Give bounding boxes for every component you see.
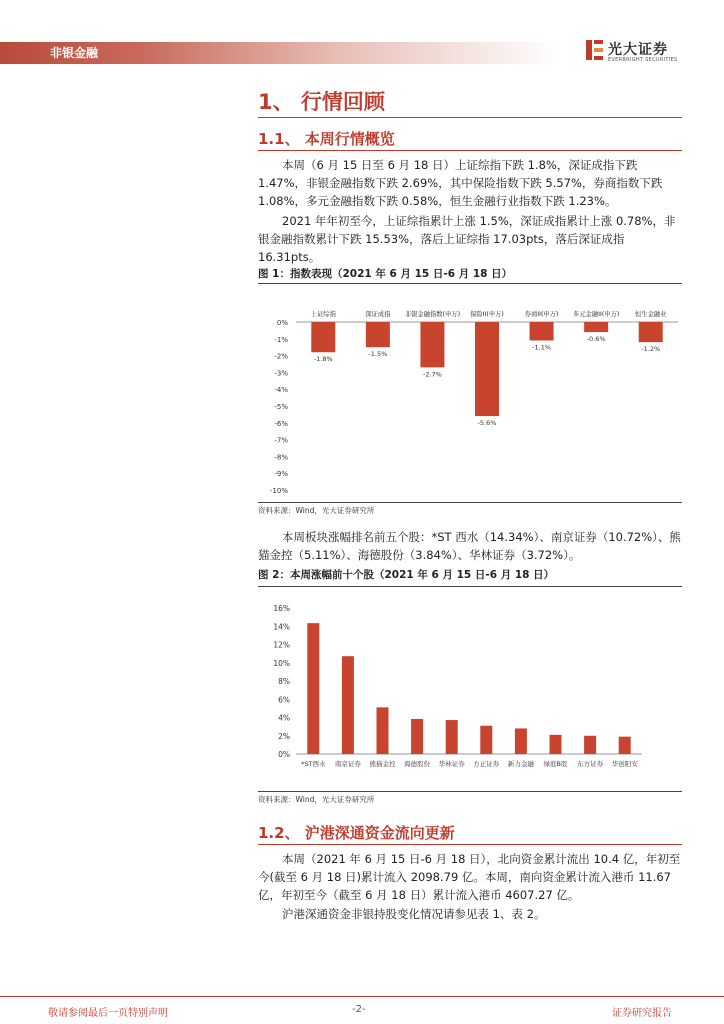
y-tick-label: -6%: [274, 419, 288, 428]
brand-logo: [586, 38, 696, 68]
y-tick-label: -4%: [274, 386, 288, 395]
y-tick-label: 12%: [273, 640, 290, 650]
data-label: -1.2%: [641, 345, 661, 354]
category-label: 保险II(申万): [470, 311, 504, 318]
category-label: 东方证券: [577, 760, 604, 768]
data-label: -1.8%: [313, 355, 333, 364]
bar: [619, 737, 631, 754]
category-label: 深证成指: [365, 311, 391, 318]
data-label: -5.6%: [477, 419, 497, 428]
bar: [515, 728, 527, 754]
y-tick-label: -1%: [274, 335, 288, 344]
data-label: -1.5%: [368, 350, 388, 359]
category-label: 华创阳安: [611, 760, 638, 768]
bar: [411, 719, 423, 754]
bar: [639, 322, 663, 342]
bar: [311, 322, 335, 352]
category-label: 非银金融指数(申万): [404, 311, 461, 318]
paragraph-top-stocks: 本周板块涨幅排名前五个股：*ST 西水（14.34%）、南京证券（10.72%）、熊猫金控（5.11%）、海德股份（3.84%）、华林证券（3.72%）。: [258, 530, 681, 562]
y-tick-label: -8%: [274, 453, 288, 462]
bar: [342, 656, 354, 754]
y-tick-label: 14%: [273, 622, 290, 632]
paragraph-holding-reference: 沪港深通资金非银持股变化情况请参见表 1、表 2。: [282, 907, 546, 921]
category-label: 绿庭B股: [543, 760, 568, 768]
category-label: 恒生金融业: [634, 311, 667, 318]
category-label: 南京证券: [334, 760, 361, 768]
figure-1-chart: [258, 290, 682, 500]
figure-1-top-rule: [258, 283, 682, 284]
y-tick-label: -3%: [274, 369, 288, 378]
figure-1-bottom-rule: [258, 502, 682, 503]
figure-2-top-rule: [258, 586, 682, 587]
section-heading: 1、 行情回顾: [258, 90, 385, 114]
bar: [480, 726, 492, 754]
y-tick-label: 6%: [278, 695, 290, 705]
y-tick-label: -9%: [274, 470, 288, 479]
category-label: 熊猫金控: [369, 760, 396, 768]
subsection-heading-2: 1.2、 沪港深通资金流向更新: [258, 824, 455, 842]
category-label: *ST西水: [301, 760, 326, 768]
footer-disclaimer: 敬请参阅最后一页特别声明: [48, 1008, 168, 1019]
bar: [420, 322, 444, 367]
category-label: 上证综指: [310, 311, 336, 318]
paragraph-ytd-summary: 2021 年年初至今，上证综指累计上涨 1.5%，深证成指累计上涨 0.78%，非银金融指数累计下跌 15.53%，落后上证综指 17.03pts，落后深证成指 16.31pts。: [258, 214, 676, 264]
category-label: 方正证券: [473, 760, 500, 768]
figure-2-source: 资料来源：Wind，光大证券研究所: [258, 795, 375, 804]
bar: [584, 736, 596, 754]
brand-logo-icon: [586, 38, 604, 62]
category-label: 多元金融II(申万): [572, 311, 620, 318]
section-label: 非银金融: [50, 46, 99, 60]
bar: [377, 707, 389, 754]
footer-report-type: 证券研究报告: [612, 1008, 672, 1019]
figure-2-bottom-rule: [258, 791, 682, 792]
paragraph-weekly-summary: 本周（6 月 15 日至 6 月 18 日）上证综指下跌 1.8%，深证成指下跌 1.47%，非银金融指数下跌 2.69%，其中保险指数下跌 5.57%，券商指数下跌 1.08%，多元金融指数下跌 0.58%，恒生金融行业指数下跌 1.23%。: [258, 158, 663, 208]
bar: [366, 322, 390, 347]
y-tick-label: -10%: [269, 487, 288, 495]
brand-name: 光大证券: [608, 42, 668, 58]
y-tick-label: 0%: [276, 319, 288, 327]
y-tick-label: -7%: [274, 436, 288, 445]
y-tick-label: 16%: [273, 604, 290, 613]
data-label: -1.1%: [532, 343, 552, 352]
subsection-divider-2: [258, 844, 682, 845]
category-label: 券商II(申万): [524, 311, 559, 318]
section-divider: [258, 117, 682, 118]
brand-name-en: EVERBRIGHT SECURITIES: [608, 57, 678, 63]
category-label: 海德股份: [404, 760, 431, 768]
figure-1-source: 资料来源：Wind，光大证券研究所: [258, 506, 375, 515]
data-label: -2.7%: [422, 370, 442, 379]
footer-divider: [0, 996, 724, 997]
data-label: -0.6%: [586, 335, 606, 344]
figure-1-title: 图 1：指数表现（2021 年 6 月 15 日-6 月 18 日）: [258, 268, 513, 280]
y-tick-label: 10%: [273, 658, 290, 668]
category-label: 华林证券: [438, 760, 465, 768]
figure-2-title: 图 2：本周涨幅前十个股（2021 年 6 月 15 日-6 月 18 日）: [258, 569, 555, 581]
y-tick-label: 4%: [278, 713, 290, 723]
y-tick-label: 0%: [278, 750, 290, 759]
subsection-divider-1: [258, 150, 682, 151]
subsection-heading-1: 1.1、 本周行情概览: [258, 130, 395, 148]
y-tick-label: 8%: [278, 677, 290, 686]
bar: [446, 720, 458, 754]
paragraph-fund-flow: 本周（2021 年 6 月 15 日-6 月 18 日），北向资金累计流出 10.4 亿，年初至今(截至 6 月 18 日)累计流入 2098.79 亿。本周，南向资金累计流入港币 11.67 亿，年初至今（截至 6 月 18 日）累计流入港币 4607.27 亿。: [258, 852, 681, 902]
figure-2-chart: [258, 596, 682, 776]
y-tick-label: 2%: [278, 731, 290, 741]
bar: [475, 322, 499, 416]
y-tick-label: -5%: [274, 403, 288, 411]
y-tick-label: -2%: [274, 352, 288, 361]
bar: [584, 322, 608, 332]
bar: [550, 735, 562, 754]
category-label: 新力金融: [507, 760, 534, 768]
page-number: -2-: [352, 1004, 366, 1015]
bar: [530, 322, 554, 340]
bar: [307, 623, 319, 754]
